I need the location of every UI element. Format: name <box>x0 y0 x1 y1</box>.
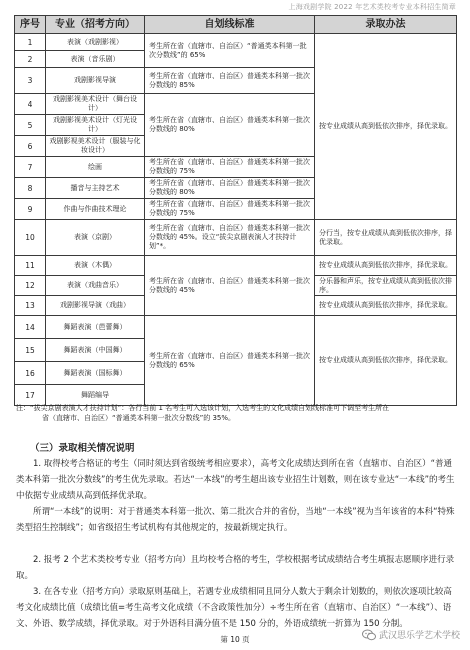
row-major: 舞蹈表演（国标舞） <box>46 362 145 385</box>
table-row <box>15 256 457 276</box>
row-num: 15 <box>15 339 46 362</box>
row-method: 分行当，按专业成绩从高到低依次排序，择优录取。 <box>315 220 457 256</box>
row-method: 按专业成绩从高到低依次排序，择优录取。 <box>315 34 457 220</box>
row-num: 12 <box>15 276 46 296</box>
row-major: 表演（音乐剧） <box>46 51 145 68</box>
row-major: 表演（木偶） <box>46 256 145 276</box>
row-method: 按专业成绩从高到低依次排序，择优录取。 <box>315 296 457 316</box>
row-major: 戏剧影视美术设计（服装与化妆设计） <box>46 136 145 157</box>
row-major: 表演（京剧） <box>46 220 145 256</box>
row-standard: 考生所在省（直辖市、自治区）普通类本科第一批次分数线的 80% <box>145 178 315 199</box>
row-num: 10 <box>15 220 46 256</box>
row-num: 2 <box>15 51 46 68</box>
row-major: 舞蹈表演（中国舞） <box>46 339 145 362</box>
row-major: 表演（戏曲音乐） <box>46 276 145 296</box>
admission-table <box>14 15 457 406</box>
header-major: 专业（招考方向） <box>46 16 145 34</box>
table-row <box>15 34 457 51</box>
row-method: 按专业成绩从高到低依次排序，择优录取。 <box>315 256 457 276</box>
row-num: 7 <box>15 157 46 178</box>
row-standard: 考生所在省（直辖市、自治区）“普通类本科第一批次分数线”的 65% <box>145 34 315 68</box>
row-standard: 考生所在省（直辖市、自治区）普通类本科第一批次分数线的 45%。设立“拔尖京剧表演人才扶持计划”*。 <box>145 220 315 256</box>
row-major: 戏剧影视美术设计（灯光设计） <box>46 115 145 136</box>
row-standard: 考生所在省（直辖市、自治区）普通类本科第一批次分数线的 45% <box>145 256 315 316</box>
row-num: 3 <box>15 68 46 94</box>
header-standard: 自划线标准 <box>145 16 315 34</box>
paragraph-rule-2: 2. 报考 2 个艺术类校考专业（招考方向）且均校考合格的考生，学校根据考试成绩结合考生填报志愿顺序进行录取。 <box>16 555 455 581</box>
watermark-text: 武汉思乐学艺术学校 <box>378 631 460 641</box>
row-standard: 考生所在省（直辖市、自治区）普通类本科第一批次分数线的 65% <box>145 316 315 406</box>
row-standard: 考生所在省（直辖市、自治区）普通类本科第一批次分数线的 75% <box>145 157 315 178</box>
paragraph-first-tier-definition: 所谓“一本线”的说明：对于普通类本科第一批次、第二批次合并的省份，当地“一本线”视为当年该省的本科“特殊类型招生控制线”；如省级招生考试机构有其他规定的，按最新规定执行。 <box>16 507 455 533</box>
header-method: 录取办法 <box>315 16 457 34</box>
row-major: 戏剧影视美术设计（舞台设计） <box>46 94 145 115</box>
row-standard: 考生所在省（直辖市、自治区）普通类本科第一批次分数线的 75% <box>145 199 315 220</box>
row-num: 13 <box>15 296 46 316</box>
row-num: 4 <box>15 94 46 115</box>
row-major: 戏剧影视导演 <box>46 68 145 94</box>
page-number: 第 10 页 <box>220 635 250 644</box>
row-num: 11 <box>15 256 46 276</box>
paragraph-rule-3: 3. 在各专业（招考方向）录取原则基础上，若遇专业成绩相同且同分人数大于剩余计划数的，则依次逐项比较高考文化成绩比值（成绩比值=考生高考文化成绩（不含政策性加分）÷考生所在省（直辖市、自治区）“一本线”）、语文、外语、数学成绩，择优录取。对于外语科目满分值不是 150 分的，外语成绩统一折算为 150 分制。 <box>16 587 452 629</box>
row-standard: 考生所在省（直辖市、自治区）普通类本科第一批次分数线的 80% <box>145 94 315 157</box>
table-row <box>15 316 457 339</box>
row-num: 17 <box>15 385 46 406</box>
table-row <box>15 220 457 256</box>
row-num: 5 <box>15 115 46 136</box>
table-footnote <box>16 403 456 423</box>
row-major: 表演（戏剧影视） <box>46 34 145 51</box>
row-standard: 考生所在省（直辖市、自治区）普通类本科第一批次分数线的 85% <box>145 68 315 94</box>
row-num: 8 <box>15 178 46 199</box>
section-title: （三）录取相关情况说明 <box>30 443 135 454</box>
table-header-row <box>15 16 457 34</box>
footnote-line-2: 省（直辖市、自治区）“普通类本科第一批次分数线”的 35%。 <box>42 414 236 422</box>
row-num: 6 <box>15 136 46 157</box>
row-num: 16 <box>15 362 46 385</box>
row-major: 舞蹈编导 <box>46 385 145 406</box>
watermark <box>362 628 460 641</box>
row-num: 14 <box>15 316 46 339</box>
row-major: 戏剧影视导演（戏曲） <box>46 296 145 316</box>
header-num: 序号 <box>15 16 46 34</box>
paragraph-rule-1: 1. 取得校考合格证的考生（同时须达到省级统考相应要求），高考文化成绩达到所在省（直辖市、自治区）“普通类本科第一批次分数线”的考生优先录取。若达“一本线”的考生超出该专业招生计划数，则在该专业达“一本线”的考生中依据专业成绩从高到低择优录取。 <box>16 459 455 501</box>
row-num: 9 <box>15 199 46 220</box>
footnote-line-1: 注：“拔尖京剧表演人才扶持计划”：各行当前 1 名考生可入选该计划，入选考生的文化成绩自划线标准可下调至考生所在 <box>16 404 390 412</box>
row-method: 分乐器和声乐，按专业成绩从高到低依次排序。 <box>315 276 457 296</box>
header-note: 上海戏剧学院 2022 年艺术类校考专业本科招生简章 <box>288 3 456 11</box>
wechat-icon <box>362 629 376 641</box>
row-major: 绘画 <box>46 157 145 178</box>
row-major: 播音与主持艺术 <box>46 178 145 199</box>
row-major: 舞蹈表演（芭蕾舞） <box>46 316 145 339</box>
row-major: 作曲与作曲技术理论 <box>46 199 145 220</box>
row-num: 1 <box>15 34 46 51</box>
row-method: 按专业成绩从高到低依次排序，择优录取。 <box>315 316 457 406</box>
